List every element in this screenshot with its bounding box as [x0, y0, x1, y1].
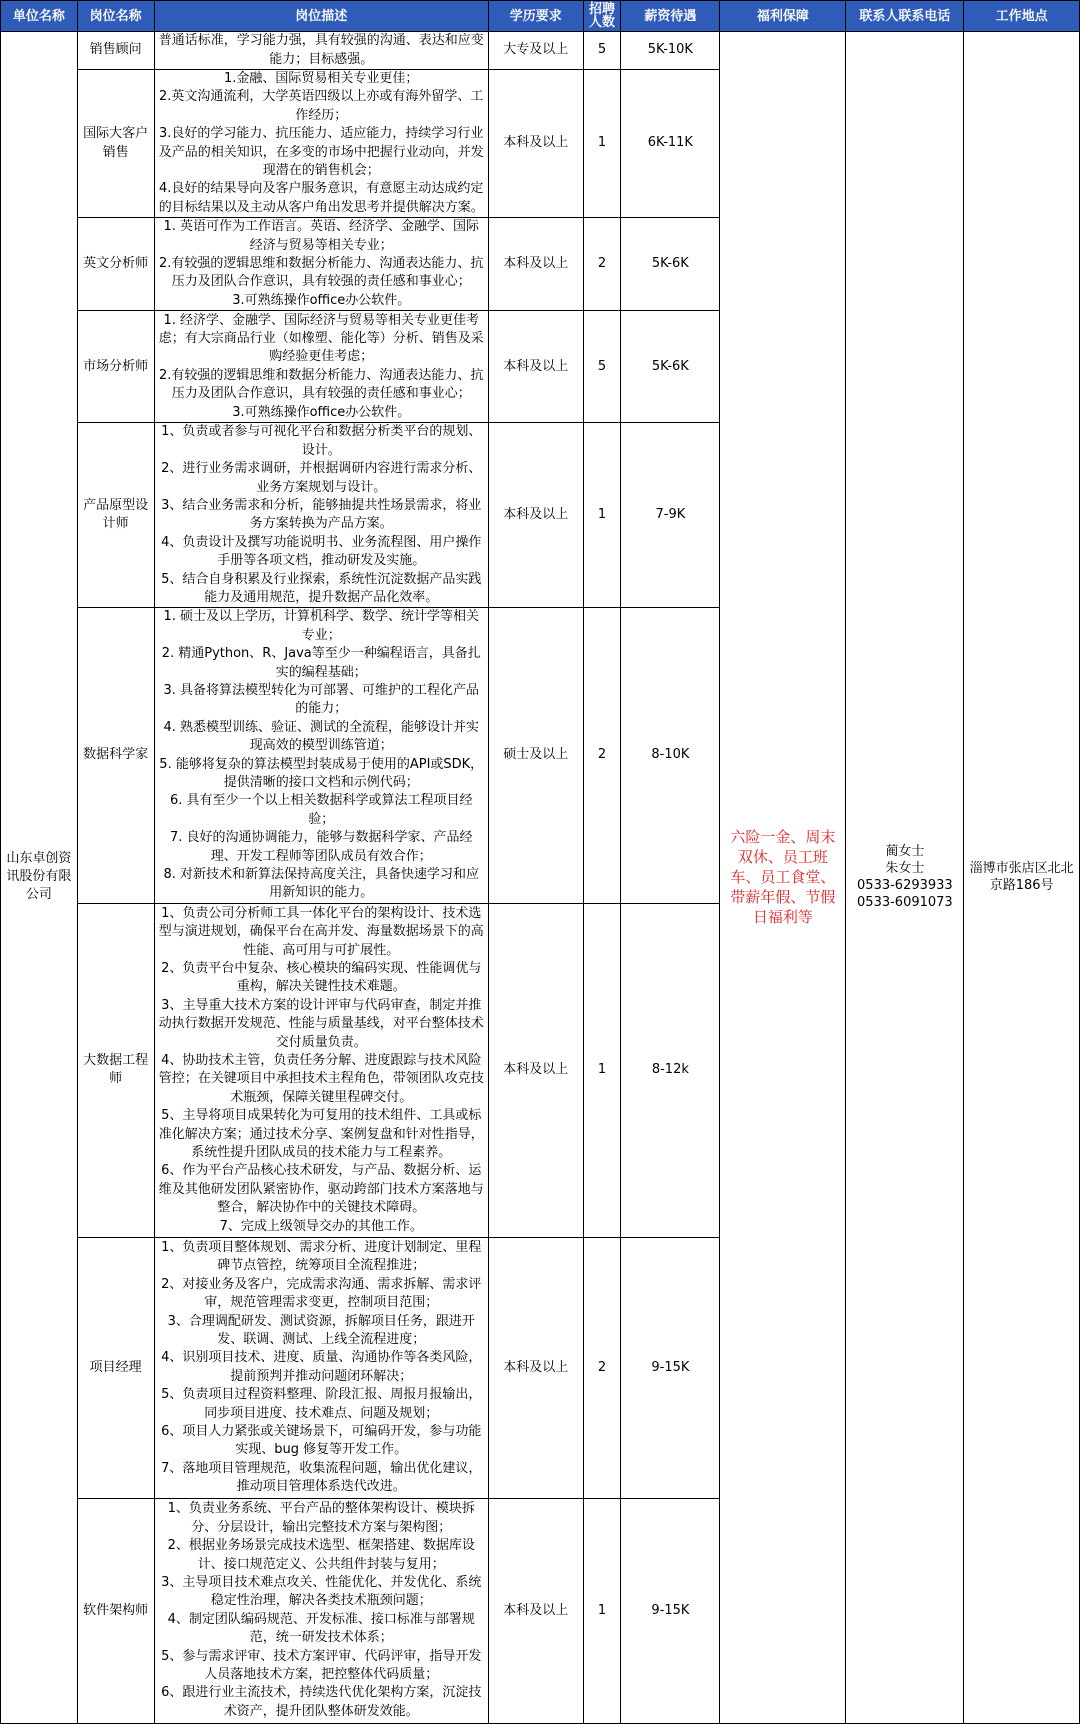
welfare-benefits: 六险一金、周末双休、员工班车、员工食堂、带薪年假、节假日福利等	[720, 32, 846, 1724]
contact-name: 朱女士	[885, 861, 925, 877]
desc-line: 1. 经济学、金融学、国际经济与贸易等相关专业更佳考虑；有大宗商品行业（如橡塑、能化等）分析、销售及采购经验更佳考虑；	[158, 312, 484, 365]
desc-line: 4.良好的结果导向及客户服务意识，有意愿主动达成约定的目标结果以及主动从客户角出发思考并提供解决方案。	[158, 181, 484, 215]
job-title: 软件架构师	[77, 1498, 154, 1723]
job-salary: 9-15K	[621, 1237, 720, 1498]
job-salary: 6K-11K	[621, 70, 720, 218]
desc-line: 1、负责项目整体规划、需求分析、进度计划制定、里程碑节点管控，统筹项目全流程推进；	[161, 1240, 482, 1274]
job-title: 数据科学家	[77, 608, 154, 904]
job-salary: 7-9K	[621, 423, 720, 608]
desc-line: 5、结合自身积累及行业探索，系统性沉淀数据产品实践能力及通用规范，提升数据产品化效率。	[161, 571, 482, 605]
desc-line: 8. 对新技术和新算法保持高度关注，具备快速学习和应用新知识的能力。	[163, 867, 480, 901]
job-title: 项目经理	[77, 1237, 154, 1498]
desc-line: 6、作为平台产品核心技术研发，与产品、数据分析、运维及其他研发团队紧密协作，驱动跨部门技术方案落地与整合，解决协作中的关键技术障碍。	[158, 1163, 484, 1216]
desc-line: 普通话标准，学习能力强，具有较强的沟通、表达和应变能力；目标感强。	[158, 33, 484, 67]
job-row	[1, 32, 1080, 70]
job-title: 产品原型设计师	[77, 423, 154, 608]
job-description	[154, 1498, 488, 1723]
contact-phone: 0533-6091073	[857, 895, 953, 911]
job-headcount: 1	[583, 1498, 621, 1723]
desc-line: 1. 英语可作为工作语言。英语、经济学、金融学、国际经济与贸易等相关专业；	[163, 219, 480, 253]
job-description	[154, 218, 488, 311]
desc-line: 5. 能够将复杂的算法模型封装成易于使用的API或SDK，提供清晰的接口文档和示例代码；	[159, 756, 484, 790]
work-location: 淄博市张店区北北京路186号	[964, 32, 1080, 1724]
desc-line: 2. 精通Python、R、Java等至少一种编程语言，具备扎实的编程基础；	[161, 646, 481, 680]
header-education: 学历要求	[488, 1, 583, 32]
desc-line: 7、落地项目管理规范，收集流程问题，输出优化建议，推动项目管理体系迭代改进。	[161, 1460, 482, 1495]
header-welfare: 福利保障	[720, 1, 846, 32]
job-description	[154, 311, 488, 423]
header-contact: 联系人联系电话	[846, 1, 964, 32]
desc-line: 1、负责业务系统、平台产品的整体架构设计、模块拆分、分层设计，输出完整技术方案与架构图；	[167, 1501, 475, 1535]
desc-line: 3.良好的学习能力、抗压能力、适应能力，持续学习行业及产品的相关知识，在多变的市场中把握行业动向，并发现潜在的销售机会；	[158, 126, 484, 179]
job-education: 大专及以上	[488, 32, 583, 70]
contact-name: 蔺女士	[885, 844, 925, 860]
job-title: 英文分析师	[77, 218, 154, 311]
job-education: 硕士及以上	[488, 608, 583, 904]
desc-line: 6、跟进行业主流技术，持续迭代优化架构方案，沉淀技术资产，提升团队整体研发效能。	[161, 1685, 482, 1719]
job-education: 本科及以上	[488, 311, 583, 423]
desc-line: 4、识别项目技术、进度、质量、沟通协作等各类风险，提前预判并推动问题闭环解决；	[161, 1350, 482, 1384]
desc-line: 7. 良好的沟通协调能力，能够与数据科学家、产品经理、开发工程师等团队成员有效合作；	[169, 830, 473, 864]
job-title: 销售顾问	[77, 32, 154, 70]
header-description: 岗位描述	[154, 1, 488, 32]
desc-line: 1、负责公司分析师工具一体化平台的架构设计、技术选型与演进规划，确保平台在高并发、海量数据场景下的高性能、高可用与可扩展性。	[158, 905, 484, 958]
job-title: 国际大客户销售	[77, 70, 154, 218]
desc-line: 5、参与需求评审、技术方案评审、代码评审，指导开发人员落地技术方案，把控整体代码质量；	[161, 1648, 482, 1683]
desc-line: 2、根据业务场景完成技术选型、框架搭建、数据库设计、接口规范定义、公共组件封装与复用；	[167, 1538, 475, 1572]
job-salary: 5K-6K	[621, 311, 720, 423]
job-description	[154, 70, 488, 218]
desc-line: 2、负责平台中复杂、核心模块的编码实现、性能调优与重构，解决关键性技术难题。	[161, 960, 482, 995]
desc-line: 3.可熟练操作office办公软件。	[232, 292, 411, 308]
job-education: 本科及以上	[488, 903, 583, 1237]
contact-info	[846, 32, 964, 1724]
job-headcount: 2	[583, 1237, 621, 1498]
job-description	[154, 903, 488, 1237]
job-education: 本科及以上	[488, 1237, 583, 1498]
job-salary: 8-10K	[621, 608, 720, 904]
job-education: 本科及以上	[488, 218, 583, 311]
desc-line: 3、主导重大技术方案的设计评审与代码审查，制定并推动执行数据开发规范、性能与质量基线，对平台整体技术交付质量负责。	[158, 997, 484, 1050]
job-education: 本科及以上	[488, 1498, 583, 1723]
header-row	[1, 1, 1080, 32]
job-salary: 5K-6K	[621, 218, 720, 311]
desc-line: 3.可熟练操作office办公软件。	[232, 404, 411, 420]
desc-line: 2.有较强的逻辑思维和数据分析能力、沟通表达能力、抗压力及团队合作意识，具有较强的责任感和事业心；	[159, 256, 484, 290]
desc-line: 6、项目人力紧张或关键场景下，可编码开发，参与功能实现、bug 修复等开发工作。	[161, 1424, 482, 1458]
header-salary: 薪资待遇	[621, 1, 720, 32]
job-description	[154, 32, 488, 70]
job-salary: 5K-10K	[621, 32, 720, 70]
contact-phone: 0533-6293933	[857, 878, 953, 894]
job-headcount: 2	[583, 608, 621, 904]
job-headcount: 2	[583, 218, 621, 311]
header-company: 单位名称	[1, 1, 78, 32]
desc-line: 2、进行业务需求调研，并根据调研内容进行需求分析、业务方案规划与设计。	[161, 461, 482, 495]
desc-line: 7、完成上级领导交办的其他工作。	[219, 1218, 423, 1234]
company-name: 山东卓创资讯股份有限公司	[1, 32, 78, 1724]
desc-line: 2.有较强的逻辑思维和数据分析能力、沟通表达能力、抗压力及团队合作意识，具有较强的责任感和事业心；	[159, 367, 484, 402]
desc-line: 3. 具备将算法模型转化为可部署、可维护的工程化产品的能力；	[163, 682, 480, 717]
header-headcount: 招聘人数	[583, 1, 621, 32]
job-education: 本科及以上	[488, 423, 583, 608]
desc-line: 5、主导将项目成果转化为可复用的技术组件、工具或标准化解决方案；通过技术分享、案例复盘和针对性指导，系统性提升团队成员的技术能力与工程素养。	[158, 1108, 484, 1160]
job-education: 本科及以上	[488, 70, 583, 218]
desc-line: 2、对接业务及客户，完成需求沟通、需求拆解、需求评审，规范管理需求变更，控制项目范围；	[161, 1276, 482, 1311]
header-location: 工作地点	[964, 1, 1080, 32]
job-salary: 8-12k	[621, 903, 720, 1237]
job-title: 市场分析师	[77, 311, 154, 423]
desc-line: 1、负责或者参与可视化平台和数据分析类平台的规划、设计。	[161, 424, 482, 458]
job-headcount: 1	[583, 423, 621, 608]
job-description	[154, 608, 488, 904]
job-headcount: 1	[583, 70, 621, 218]
desc-line: 4、负责设计及撰写功能说明书、业务流程图、用户操作手册等各项文档，推动研发及实施。	[161, 534, 482, 569]
desc-line: 1. 硕士及以上学历，计算机科学、数学、统计学等相关专业；	[163, 609, 480, 643]
job-description	[154, 1237, 488, 1498]
desc-line: 5、负责项目过程资料整理、阶段汇报、周报月报输出，同步项目进度、技术难点、问题及规划；	[161, 1387, 482, 1421]
desc-line: 3、结合业务需求和分析，能够抽提共性场景需求，将业务方案转换为产品方案。	[161, 497, 482, 532]
header-position: 岗位名称	[77, 1, 154, 32]
desc-line: 3、主导项目技术难点攻关、性能优化、并发优化、系统稳定性治理，解决各类技术瓶颈问题；	[161, 1575, 482, 1609]
job-headcount: 1	[583, 903, 621, 1237]
job-description	[154, 423, 488, 608]
desc-line: 4、制定团队编码规范、开发标准、接口标准与部署规范，统一研发技术体系；	[167, 1611, 475, 1646]
job-headcount: 5	[583, 311, 621, 423]
job-headcount: 5	[583, 32, 621, 70]
desc-line: 3、合理调配研发、测试资源，拆解项目任务，跟进开发、联调、测试、上线全流程进度；	[167, 1313, 475, 1348]
desc-line: 6. 具有至少一个以上相关数据科学或算法工程项目经验；	[169, 793, 473, 827]
job-title: 大数据工程师	[77, 903, 154, 1237]
desc-line: 1.金融、国际贸易相关专业更佳；	[224, 71, 419, 86]
desc-line: 4、协助技术主管，负责任务分解、进度跟踪与技术风险管控；在关键项目中承担技术主程角色，带领团队攻克技术瓶颈，保障关键里程碑交付。	[158, 1052, 484, 1105]
desc-line: 4. 熟悉模型训练、验证、测试的全流程，能够设计并实现高效的模型训练管道；	[163, 719, 480, 754]
desc-line: 2.英文沟通流利，大学英语四级以上亦或有海外留学、工作经历；	[159, 89, 484, 123]
job-salary: 9-15K	[621, 1498, 720, 1723]
